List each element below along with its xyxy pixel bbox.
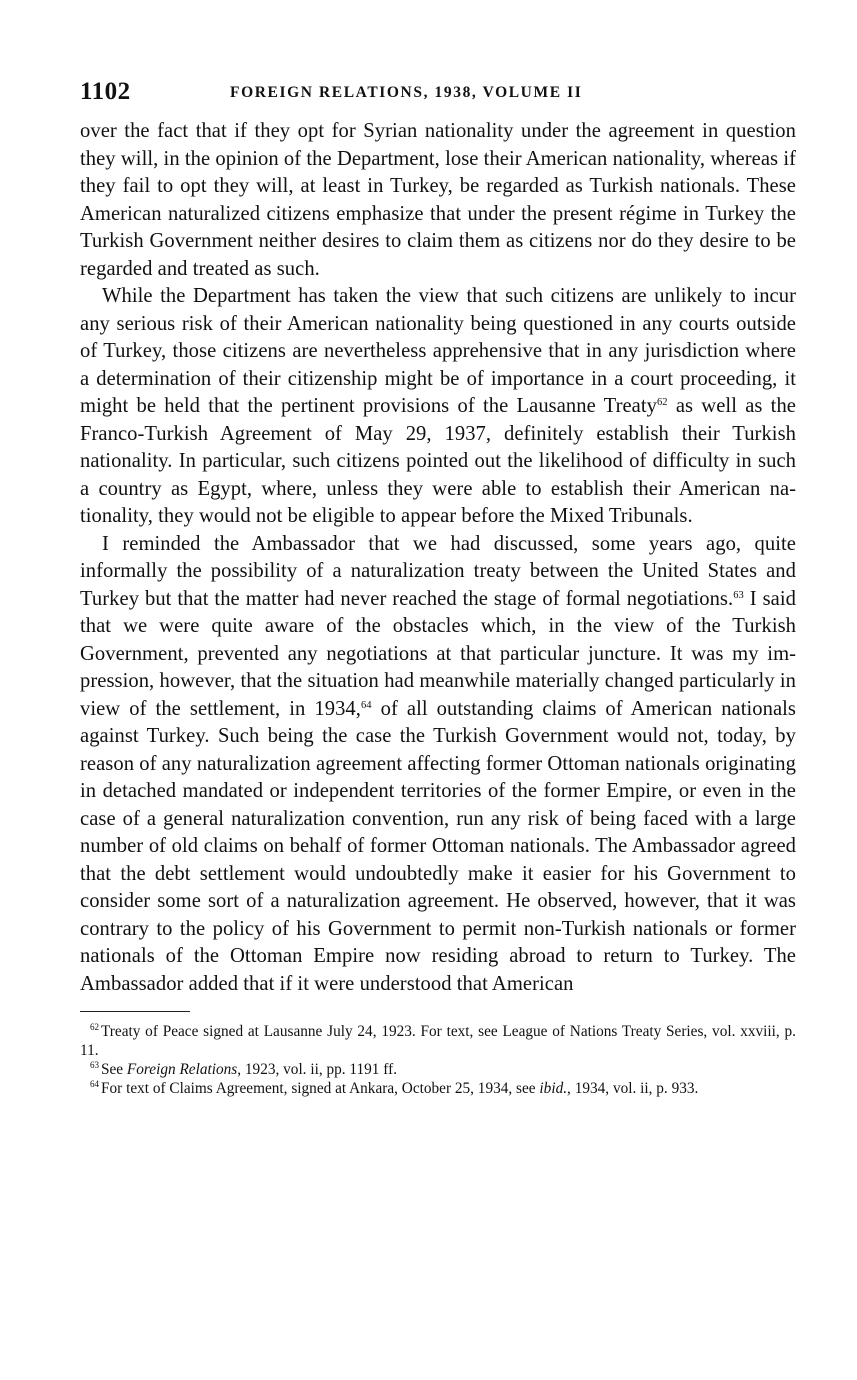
footnote-ref-62: 62 — [656, 397, 668, 408]
footnote-ref-63: 63 — [733, 589, 744, 601]
paragraph-2-text-a: While the Department has taken the view that such citizens are unlikely to incur any serious risk of their American nationality being questioned in any courts outside of Turkey, those citizens are nevertheless apprehensive that in any jurisdiction where a determination of their citizenship might be of importance in a court proceeding, it might be held that the pertinent provisions of the Lausanne Treaty — [80, 285, 796, 417]
paragraph-2-text-b: as well as the Franco-Turkish Agreement of May 29, 1937, definitely establish their Turkish nationality. In particular, such citizens pointed out the likelihood of difficulty in such a country as Egypt, where, unless they were able to establish their American nationality, they would not be eligible to appear before the Mixed Tribunals. — [80, 395, 796, 527]
paragraph-1-text: over the fact that if they opt for Syrian nationality under the agreement in question they will, in the opinion of the Department, lose their American nationality, whereas if they fail to opt they will, at least in Turkey, be regarded as Turkish nationals. These American naturalized citizens emphasize that under the present régime in Turkey the Turkish Government neither desires to claim them as citizens nor do they desire to be regarded and treated as such. — [80, 120, 796, 280]
footnote-63-text-b: , 1923, vol. ii, pp. 1191 ff. — [237, 1061, 398, 1078]
document-page — [80, 78, 796, 1098]
paragraph-1 — [80, 118, 796, 283]
footnote-64-marker: 64 — [90, 1079, 99, 1089]
page-header — [80, 78, 796, 112]
footnote-62 — [80, 1022, 796, 1060]
paragraph-3-text-a: I reminded the Ambassador that we had discussed, some years ago, quite informally the possibility of a naturalization treaty between the United States and Turkey but that the matter had never reached the stage of formal negotiations. — [80, 532, 796, 610]
footnote-63 — [80, 1060, 796, 1079]
footnote-63-text-a: See — [101, 1061, 127, 1078]
paragraph-3-text-c: of all outstanding claims of American nationals against Turkey. Such being the case the Turkish Government would not, today, by reason of any naturalization agreement affecting former Ottoman nationals originating in detached mandated or independent territories of the former Empire, or even in the case of a general naturalization convention, run any risk of being faced with a large number of old claims on behalf of former Ottoman nationals. The Ambassador agreed that the debt settlement would undoubtedly make it easier for his Government to consider some sort of a naturalization agreement. He observed, however, that it was contrary to the policy of his Government to permit non-Turkish nationals or former nationals of the Ottoman Empire now residing abroad to return to Turkey. The Ambassador added that if it were understood that American — [80, 697, 797, 995]
page-number: 1102 — [80, 78, 131, 105]
running-title: FOREIGN RELATIONS, 1938, VOLUME II — [230, 84, 583, 101]
footnote-62-marker: 62 — [90, 1022, 99, 1032]
body-text — [80, 118, 796, 998]
footnote-62-text: Treaty of Peace signed at Lausanne July 24, 1923. For text, see League of Nations Treaty Series, vol. xxviii, p. 11. — [80, 1023, 796, 1059]
footnote-divider — [80, 1011, 190, 1012]
paragraph-3 — [80, 531, 796, 999]
footnote-64-italic: ibid. — [539, 1080, 568, 1097]
footnote-ref-64: 64 — [360, 699, 372, 711]
footnotes — [80, 1022, 796, 1098]
paragraph-3-text-b: I said that we were quite aware of the obstacles which, in the view of the Turkish Government, prevented any negotiations at that particular juncture. It was my impression, however, that the situation had meanwhile materially changed particularly in view of the settlement, in 1934, — [80, 587, 796, 720]
footnote-64-text-b: , 1934, vol. ii, p. 933. — [567, 1080, 699, 1097]
footnote-63-italic: Foreign Relations — [126, 1061, 238, 1078]
footnote-63-marker: 63 — [90, 1060, 99, 1070]
footnote-64 — [80, 1079, 796, 1098]
footnote-64-text-a: For text of Claims Agreement, signed at Ankara, October 25, 1934, see — [101, 1080, 540, 1097]
paragraph-2 — [80, 283, 796, 531]
